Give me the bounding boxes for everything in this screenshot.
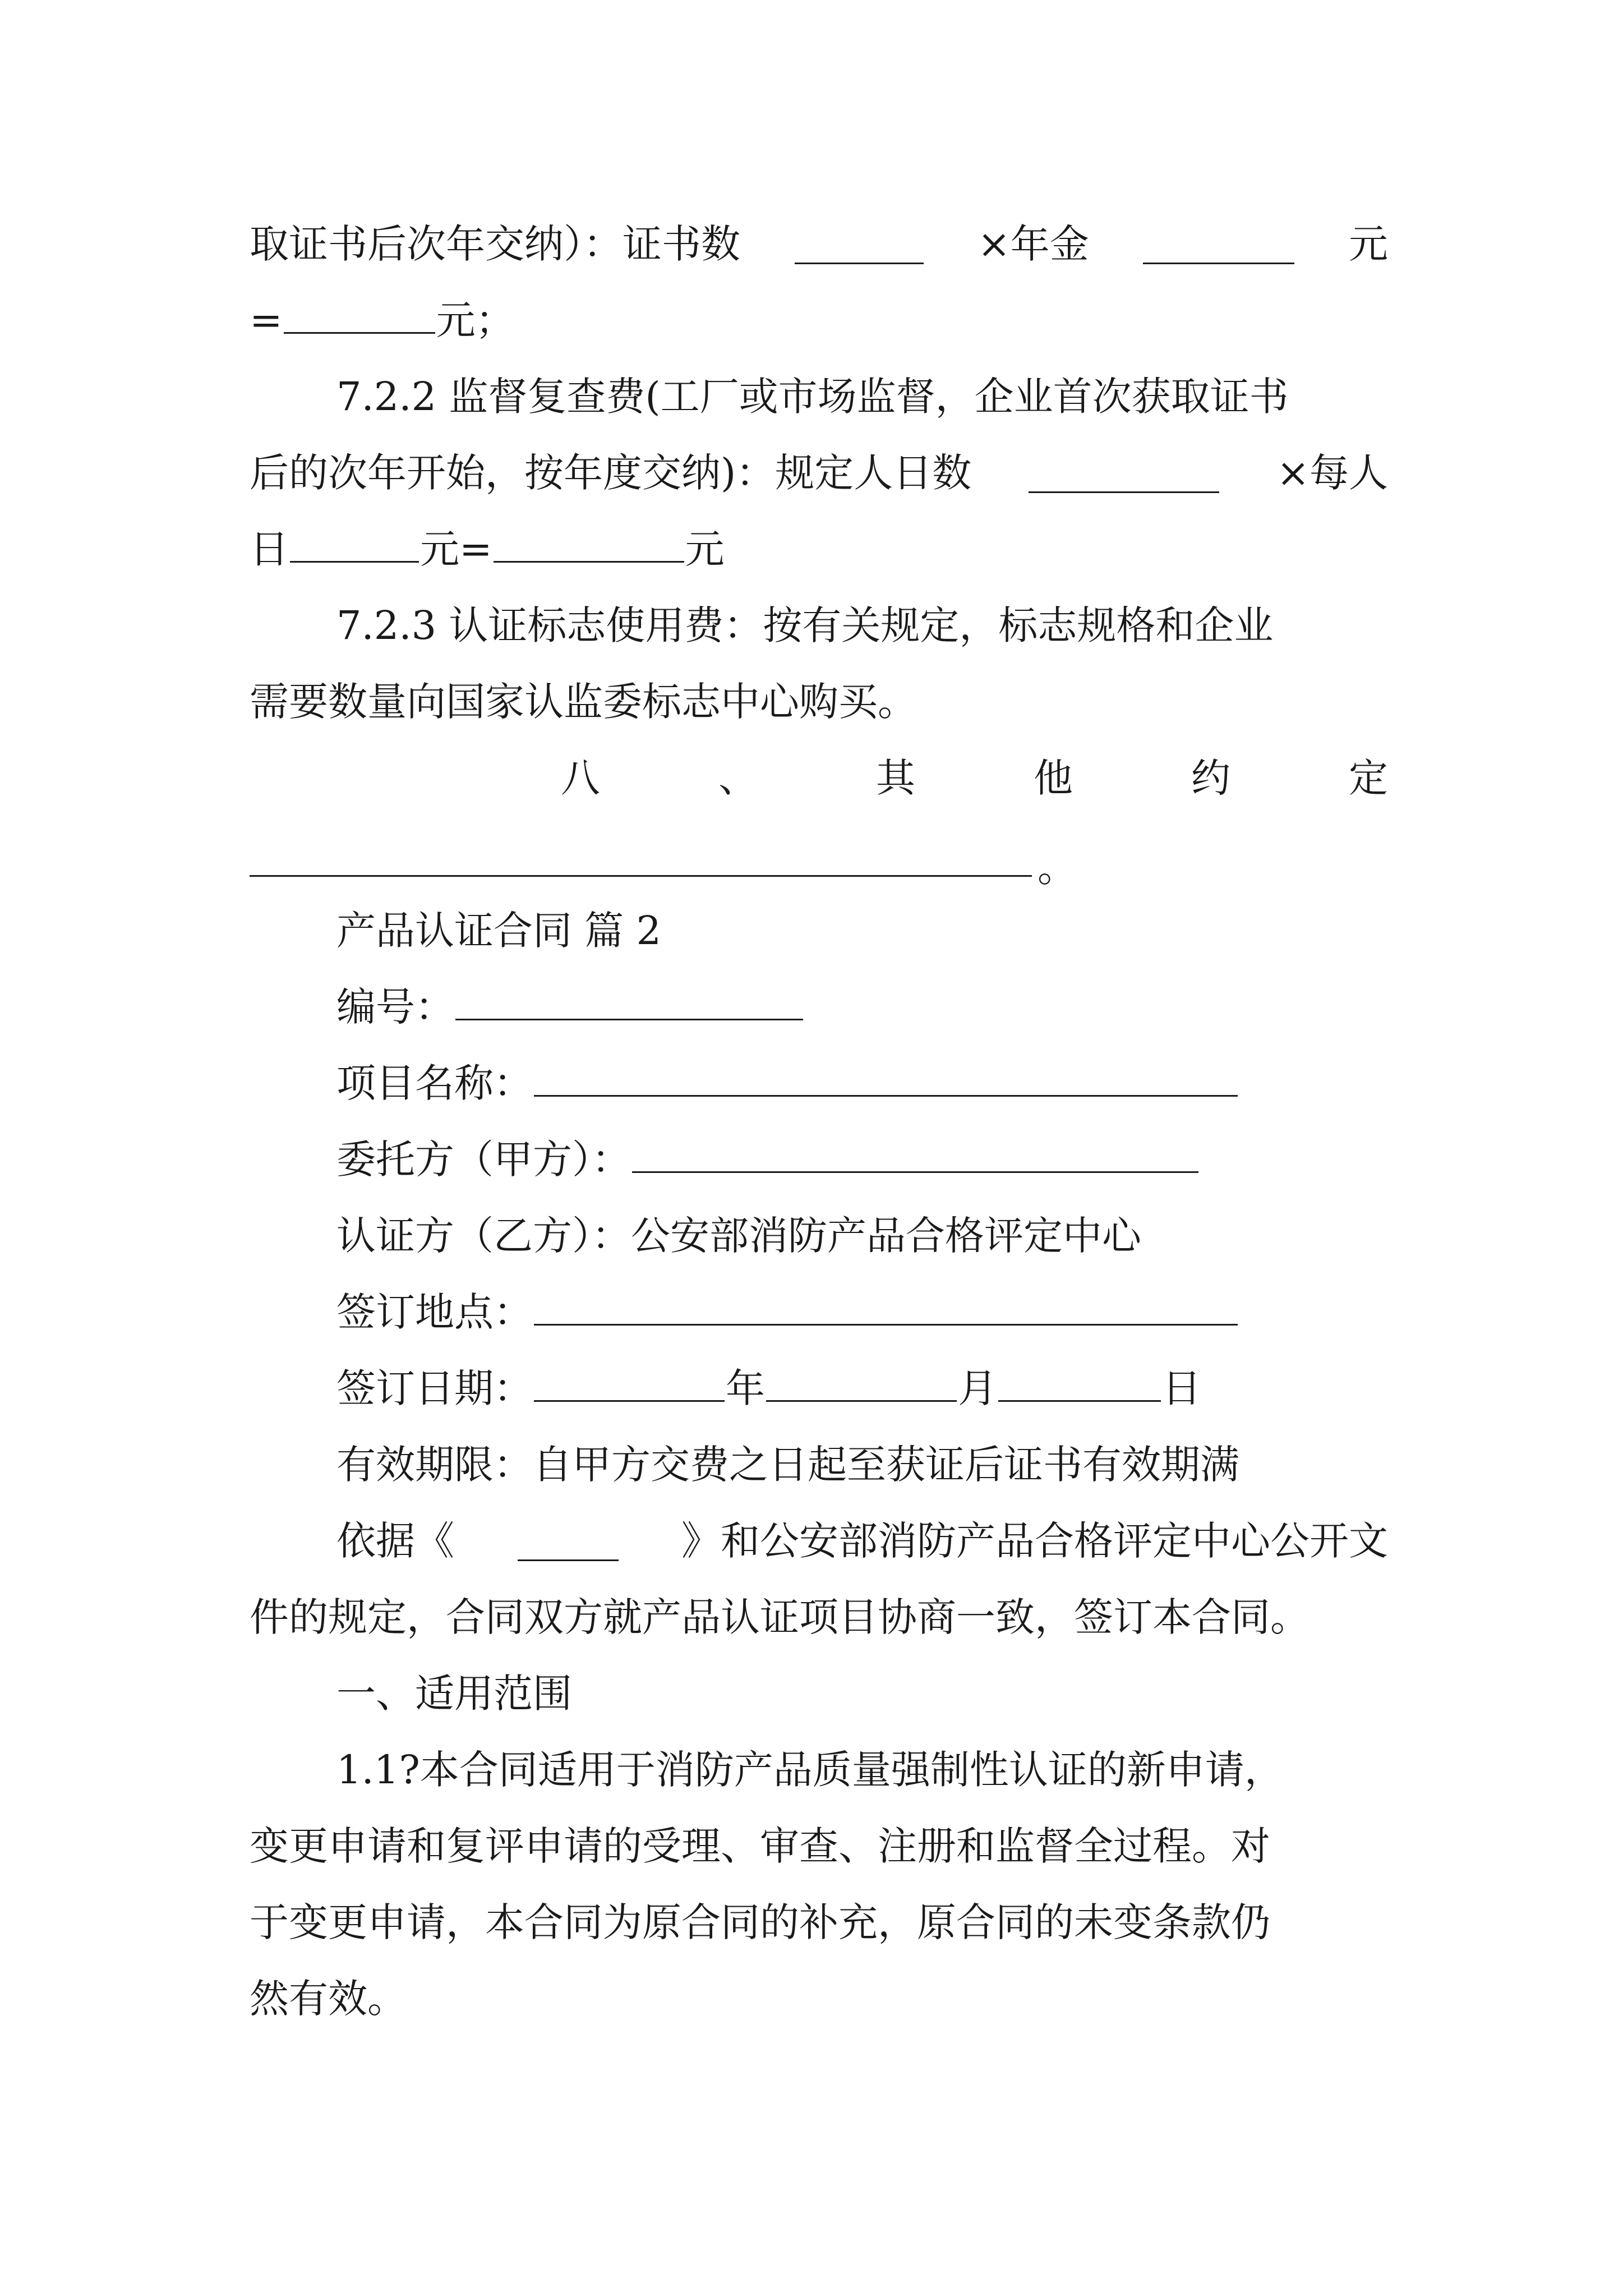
text-span: 1.1?本合同适用于消防产品质量强制性认证的新申请， [336,1747,1284,1793]
fee-line-1 [250,213,1388,275]
date-month-label: 月 [958,1365,997,1411]
text-span: 7.2.3 认证标志使用费：按有关规定，标志规格和企业 [336,602,1274,648]
heading-char: 他 [1034,755,1073,801]
field-client [336,1129,1388,1190]
text-span: = [250,297,283,343]
date-day-label: 日 [1162,1365,1201,1411]
field-number [336,976,1388,1038]
blank-underline [766,1362,957,1402]
field-label: 项目名称： [336,1060,533,1106]
clause-1-1-line-1 [336,1739,1388,1801]
field-sign-date [336,1358,1388,1419]
blank-underline [998,1362,1161,1402]
blank-underline [250,875,1032,877]
field-label: 签订日期： [336,1365,533,1411]
field-label: 编号： [336,984,454,1030]
heading-char: 其 [876,755,915,801]
basis-line-2 [250,1586,1388,1648]
text-span: 元 [685,526,725,572]
section-8-heading [561,747,1388,809]
heading-char: 定 [1349,755,1388,801]
blank-underline [494,523,684,563]
blank-underline [632,1133,1198,1173]
field-project-name [336,1052,1388,1114]
text-span: 后的次年开始，按年度交纳)：规定人日数 [250,450,972,496]
blank-underline [1029,453,1219,493]
blank-underline [455,981,803,1020]
text-span: 然有效。 [250,1976,407,2022]
clause-7-2-3-line-2 [250,671,1388,733]
heading-char: 、 [718,755,758,801]
field-sign-place [336,1281,1388,1343]
text-span: 依据《 [336,1518,454,1564]
blank-underline [284,294,435,334]
clause-7-2-3-line-1 [336,595,1388,656]
text-span: 7.2.2 监督复查费(工厂或市场监督，企业首次获取证书 [336,374,1289,420]
basis-line-1 [336,1510,1388,1572]
field-label: 委托方（甲方）： [336,1137,631,1182]
text-span: ×每人 [1276,450,1388,496]
blank-underline [518,1521,619,1561]
clause-7-2-2-line-1 [336,366,1388,427]
text-span: 》和公安部消防产品合格评定中心公开文 [681,1518,1388,1564]
blank-underline [534,1362,725,1402]
date-year-label: 年 [726,1365,765,1411]
text-span: 日 [250,526,289,572]
contract-2-title: 产品认证合同 篇 2 [336,908,662,954]
text-span: ×年金 [978,221,1089,267]
field-validity: 有效期限：自甲方交费之日起至获证后证书有效期满 [336,1442,1239,1488]
clause-1-1-line-4 [250,1968,1388,2030]
text-span: 元 [1348,221,1388,267]
text-span: 于变更申请，本合同为原合同的补充，原合同的未变条款仍 [250,1899,1270,1945]
blank-underline [290,523,419,563]
blank-underline [1143,224,1294,264]
blank-underline [534,1057,1238,1097]
text-span: 取证书后次年交纳）：证书数 [250,221,740,267]
section-8-end-mark: 。 [1038,845,1077,891]
clause-7-2-2-line-3 [250,518,1388,580]
clause-7-2-2-line-2 [250,442,1388,504]
text-span: 元； [436,297,515,343]
fee-line-2 [250,289,1388,351]
field-label: 签订地点： [336,1289,533,1335]
text-span: 元= [420,526,492,572]
clause-1-1-line-2 [250,1815,1388,1877]
clause-1-1-line-3 [250,1892,1388,1953]
field-certifier: 认证方（乙方）：公安部消防产品合格评定中心 [336,1213,1141,1259]
text-span: 需要数量向国家认监委标志中心购买。 [250,679,917,725]
heading-char: 约 [1191,755,1230,801]
text-span: 变更申请和复评申请的受理、审查、注册和监督全过程。对 [250,1823,1270,1869]
blank-underline [534,1286,1238,1326]
heading-char: 八 [561,755,600,801]
section-1-heading: 一、适用范围 [336,1671,572,1717]
text-span: 件的规定，合同双方就产品认证项目协商一致，签订本合同。 [250,1594,1310,1640]
blank-underline [795,224,924,264]
